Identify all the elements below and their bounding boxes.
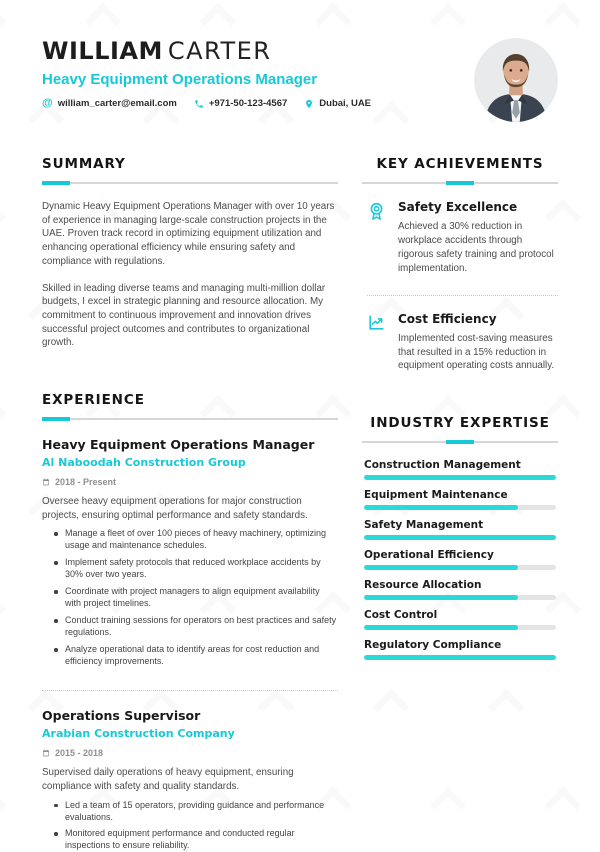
skill-bar-fill (364, 505, 518, 510)
calendar-icon (42, 749, 50, 757)
section-rule (362, 182, 558, 184)
email-text: william_carter@email.com (57, 98, 177, 110)
job-entry (42, 437, 338, 668)
job-dates (42, 477, 338, 487)
job-dates-text: 2015 - 2018 (55, 748, 104, 759)
achievements-section (362, 156, 558, 373)
left-column (42, 156, 338, 852)
skill-name: Regulatory Compliance (364, 639, 502, 652)
achievement-text: Implemented cost-saving measures that resulted in a 15% reduction in equipment operating costs annually. (398, 332, 555, 372)
job-title: Heavy Equipment Operations Manager (42, 437, 315, 453)
summary-paragraph: Dynamic Heavy Equipment Operations Manager with over 10 years of experience in managing large-scale construction projects in the UAE. Proven track record in optimizing equipment utilization and enhancing operational efficiency while ensuring safety and compliance with regulations. (42, 201, 335, 267)
job-bullet: Led a team of 15 operators, providing guidance and performance evaluations. (65, 800, 338, 824)
award-icon (367, 200, 388, 276)
skill-bar-track (364, 535, 556, 540)
skill-bar-fill (364, 565, 518, 570)
job-bullet: Monitored equipment performance and conducted regular inspections to ensure reliability. (65, 828, 338, 852)
achievement-text: Achieved a 30% reduction in workplace accidents through rigorous safety training and protocol implementation. (398, 221, 554, 274)
job-entry (42, 708, 338, 852)
expertise-section (362, 415, 558, 660)
skill-bar-fill (364, 475, 556, 480)
section-rule (362, 441, 558, 443)
rule-accent (446, 181, 474, 185)
skill-bar-track (364, 505, 556, 510)
job-bullet-list (42, 800, 338, 852)
skill-bar-fill (364, 595, 518, 600)
profile-photo (474, 38, 558, 122)
achievement-title: Cost Efficiency (398, 311, 497, 326)
location-icon (304, 99, 314, 109)
skill-bar-track (364, 595, 556, 600)
chart-up-icon (367, 312, 388, 374)
last-name: CARTER (167, 37, 272, 65)
rule-accent (42, 417, 70, 421)
experience-section (42, 392, 338, 852)
achievement-body (398, 200, 558, 276)
skill-list (362, 459, 558, 660)
expertise-heading: INDUSTRY EXPERTISE (370, 415, 550, 432)
achievement-item (362, 312, 558, 374)
phone-icon (194, 99, 204, 109)
contact-location (304, 98, 371, 109)
content-columns (42, 156, 558, 852)
phone-text: +971-50-123-4567 (208, 98, 288, 110)
skill-bar-fill (364, 535, 556, 540)
skill-name: Construction Management (364, 459, 521, 472)
skill-item (364, 459, 556, 480)
achievement-item (362, 200, 558, 276)
summary-heading: SUMMARY (42, 156, 126, 172)
job-bullet-list (42, 528, 338, 668)
skill-item (364, 609, 556, 630)
skill-name: Operational Efficiency (364, 549, 494, 562)
experience-heading: EXPERIENCE (42, 392, 145, 409)
skill-item (364, 489, 556, 510)
achievement-body (398, 312, 558, 374)
skill-item (364, 519, 556, 540)
achievement-divider (367, 295, 558, 296)
job-company: Al Naboodah Construction Group (42, 456, 246, 470)
first-name: WILLIAM (42, 37, 163, 65)
calendar-icon (42, 478, 50, 486)
rule-accent (446, 440, 474, 444)
person-title: Heavy Equipment Operations Manager (42, 71, 318, 89)
job-bullet: Implement safety protocols that reduced workplace accidents by 30% over two years. (65, 557, 338, 581)
location-text: Dubai, UAE (319, 98, 372, 110)
job-description: Oversee heavy equipment operations for major construction projects, ensuring optimal performance and safety standards. (42, 496, 308, 522)
skill-name: Cost Control (364, 609, 438, 622)
achievements-heading: KEY ACHIEVEMENTS (376, 156, 544, 172)
header-text (42, 38, 371, 109)
section-rule (42, 418, 338, 420)
job-description: Supervised daily operations of heavy equipment, ensuring compliance with safety and quality standards. (42, 767, 294, 793)
job-dates-text: 2018 - Present (55, 477, 117, 488)
summary-section (42, 156, 338, 350)
skill-bar-fill (364, 655, 556, 660)
skill-item (364, 579, 556, 600)
skill-name: Safety Management (364, 519, 484, 532)
skill-item (364, 639, 556, 660)
skill-item (364, 549, 556, 570)
job-divider (42, 690, 338, 691)
skill-bar-track (364, 475, 556, 480)
rule-accent (42, 181, 70, 185)
contact-row (42, 98, 371, 109)
summary-paragraph: Skilled in leading diverse teams and managing multi-million dollar budgets, I excel in strategic planning and resource allocation. My commitment to continuous improvement and innovation drives successful project outcomes and contributes to organizational growth. (42, 282, 326, 349)
contact-email (42, 98, 177, 109)
job-company: Arabian Construction Company (42, 727, 235, 741)
section-rule (42, 182, 338, 184)
job-dates (42, 748, 338, 758)
job-bullet: Coordinate with project managers to align equipment availability with project timelines. (65, 586, 338, 610)
skill-bar-fill (364, 625, 518, 630)
right-column (362, 156, 558, 669)
job-title: Operations Supervisor (42, 708, 201, 724)
job-bullet: Analyze operational data to identify areas for cost reduction and efficiency improvements. (65, 644, 338, 668)
header (42, 38, 558, 122)
skill-bar-track (364, 655, 556, 660)
person-name (42, 38, 371, 64)
achievement-title: Safety Excellence (398, 200, 518, 214)
skill-name: Equipment Maintenance (364, 489, 508, 502)
skill-name: Resource Allocation (364, 579, 482, 592)
job-bullet: Manage a fleet of over 100 pieces of heavy machinery, optimizing usage and maintenance schedules. (65, 528, 338, 552)
skill-bar-track (364, 625, 556, 630)
contact-phone (194, 98, 287, 109)
at-icon: @ (42, 97, 53, 110)
job-bullet: Conduct training sessions for operators on best practices and safety regulations. (65, 615, 337, 638)
skill-bar-track (364, 565, 556, 570)
